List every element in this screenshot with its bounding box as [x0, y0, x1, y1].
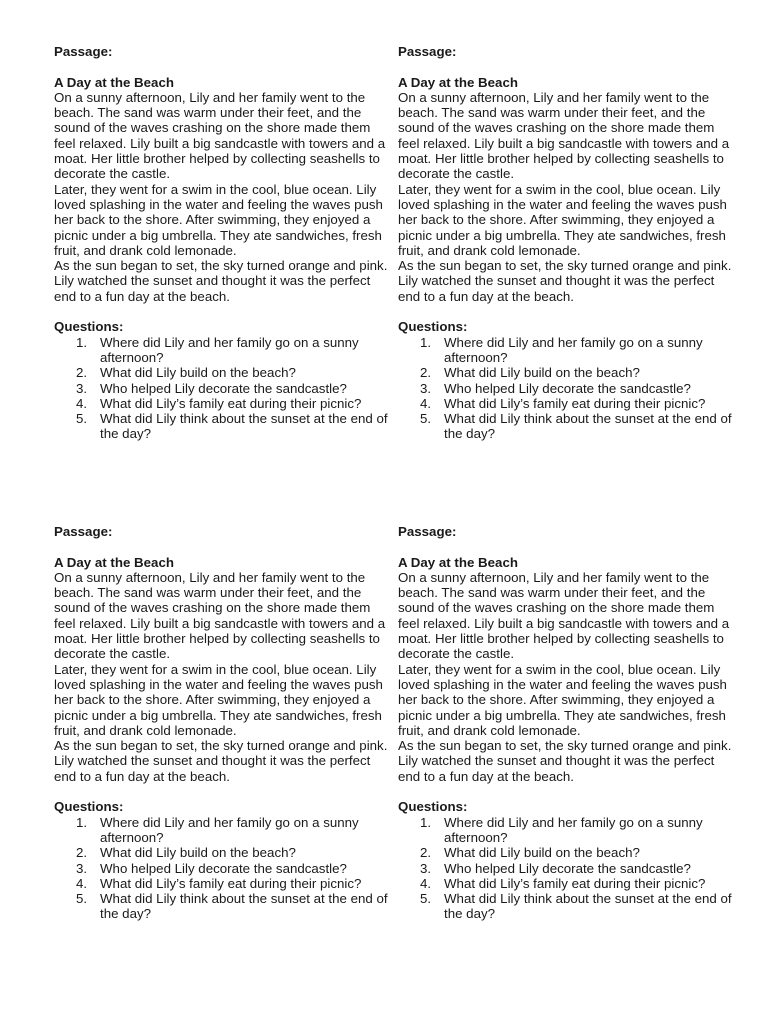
- question-number: 2.: [420, 365, 432, 381]
- passage-label: Passage:: [54, 44, 113, 59]
- question-item: [54, 815, 389, 846]
- question-text: Where did Lily and her family go on a sunny afternoon?: [100, 814, 359, 845]
- spacer: [54, 304, 389, 319]
- spacer: [54, 539, 389, 554]
- spacer: [398, 304, 733, 319]
- worksheet-card: [54, 44, 389, 442]
- question-number: 4.: [420, 875, 432, 891]
- question-number: 1.: [76, 334, 88, 350]
- question-item: [54, 335, 389, 366]
- question-item: [398, 365, 733, 380]
- question-text: What did Lily think about the sunset at the end of the day?: [100, 411, 388, 442]
- question-item: [398, 845, 733, 860]
- spacer: [398, 59, 733, 74]
- passage-title: A Day at the Beach: [54, 554, 174, 570]
- question-number: 4.: [420, 395, 432, 411]
- question-item: [398, 861, 733, 876]
- question-number: 1.: [420, 334, 432, 350]
- passage-paragraph: As the sun began to set, the sky turned orange and pink. Lily watched the sunset and thought it was the perfect end to a fun day at the beach.: [398, 258, 732, 304]
- question-text: What did Lily’s family eat during their picnic?: [100, 875, 362, 891]
- worksheet-card: [398, 44, 733, 442]
- question-number: 2.: [76, 845, 88, 861]
- question-number: 3.: [76, 380, 88, 396]
- question-text: Who helped Lily decorate the sandcastle?: [100, 860, 347, 876]
- question-text: Who helped Lily decorate the sandcastle?: [100, 380, 347, 396]
- question-item: [398, 381, 733, 396]
- question-text: What did Lily’s family eat during their picnic?: [444, 395, 706, 411]
- spacer: [398, 539, 733, 554]
- spacer: [54, 59, 389, 74]
- question-number: 3.: [420, 380, 432, 396]
- question-number: 4.: [76, 875, 88, 891]
- question-number: 5.: [420, 411, 432, 427]
- question-text: What did Lily build on the beach?: [100, 365, 296, 381]
- question-text: Where did Lily and her family go on a sunny afternoon?: [444, 814, 703, 845]
- passage-paragraph: As the sun began to set, the sky turned orange and pink. Lily watched the sunset and thought it was the perfect end to a fun day at the beach.: [54, 258, 388, 304]
- passage-paragraph: Later, they went for a swim in the cool, blue ocean. Lily loved splashing in the water and feeling the waves push her back to the shore. After swimming, they enjoyed a picnic under a big umbrella. They ate sandwiches, fresh fruit, and drank cold lemonade.: [54, 181, 383, 258]
- passage-paragraph: On a sunny afternoon, Lily and her family went to the beach. The sand was warm under their feet, and the sound of the waves crashing on the shore made them feel relaxed. Lily built a big sandcastle with towers and a moat. Her little brother helped by collecting seashells to decorate the castle.: [54, 89, 386, 182]
- question-item: [54, 411, 389, 442]
- question-item: [54, 365, 389, 380]
- question-item: [398, 396, 733, 411]
- questions-label: Questions:: [398, 799, 468, 815]
- passage-paragraph: On a sunny afternoon, Lily and her family went to the beach. The sand was warm under their feet, and the sound of the waves crashing on the shore made them feel relaxed. Lily built a big sandcastle with towers and a moat. Her little brother helped by collecting seashells to decorate the castle.: [54, 569, 386, 662]
- spacer: [54, 784, 389, 799]
- passage-label: Passage:: [54, 524, 113, 539]
- question-text: What did Lily think about the sunset at the end of the day?: [100, 891, 388, 922]
- passage-label: Passage:: [398, 524, 457, 539]
- questions-label: Questions:: [398, 319, 468, 335]
- question-item: [398, 891, 733, 922]
- spacer: [398, 784, 733, 799]
- question-list: [398, 815, 733, 922]
- question-item: [54, 396, 389, 411]
- passage-paragraph: On a sunny afternoon, Lily and her family went to the beach. The sand was warm under their feet, and the sound of the waves crashing on the shore made them feel relaxed. Lily built a big sandcastle with towers and a moat. Her little brother helped by collecting seashells to decorate the castle.: [398, 569, 730, 662]
- question-number: 3.: [76, 860, 88, 876]
- question-text: What did Lily build on the beach?: [444, 845, 640, 861]
- question-number: 1.: [420, 814, 432, 830]
- question-item: [54, 876, 389, 891]
- question-list: [398, 335, 733, 442]
- question-item: [398, 335, 733, 366]
- question-number: 5.: [76, 891, 88, 907]
- question-number: 5.: [420, 891, 432, 907]
- question-item: [54, 861, 389, 876]
- question-text: What did Lily’s family eat during their picnic?: [100, 395, 362, 411]
- passage-paragraph: As the sun began to set, the sky turned orange and pink. Lily watched the sunset and thought it was the perfect end to a fun day at the beach.: [54, 738, 388, 784]
- question-number: 4.: [76, 395, 88, 411]
- question-text: What did Lily think about the sunset at the end of the day?: [444, 411, 732, 442]
- questions-label: Questions:: [54, 319, 124, 335]
- question-number: 3.: [420, 860, 432, 876]
- question-item: [398, 815, 733, 846]
- question-number: 2.: [420, 845, 432, 861]
- passage-title: A Day at the Beach: [54, 74, 174, 90]
- passage-paragraph: As the sun began to set, the sky turned orange and pink. Lily watched the sunset and thought it was the perfect end to a fun day at the beach.: [398, 738, 732, 784]
- question-item: [54, 381, 389, 396]
- question-item: [54, 891, 389, 922]
- question-number: 1.: [76, 814, 88, 830]
- question-text: Where did Lily and her family go on a sunny afternoon?: [100, 334, 359, 365]
- worksheet-card: [398, 524, 733, 922]
- passage-label: Passage:: [398, 44, 457, 59]
- question-text: What did Lily build on the beach?: [444, 365, 640, 381]
- question-text: What did Lily build on the beach?: [100, 845, 296, 861]
- question-text: Who helped Lily decorate the sandcastle?: [444, 860, 691, 876]
- question-list: [54, 335, 389, 442]
- question-item: [398, 876, 733, 891]
- question-item: [398, 411, 733, 442]
- question-list: [54, 815, 389, 922]
- question-text: Where did Lily and her family go on a sunny afternoon?: [444, 334, 703, 365]
- passage-paragraph: Later, they went for a swim in the cool, blue ocean. Lily loved splashing in the water and feeling the waves push her back to the shore. After swimming, they enjoyed a picnic under a big umbrella. They ate sandwiches, fresh fruit, and drank cold lemonade.: [398, 181, 727, 258]
- passage-title: A Day at the Beach: [398, 554, 518, 570]
- question-text: What did Lily’s family eat during their picnic?: [444, 875, 706, 891]
- question-text: What did Lily think about the sunset at the end of the day?: [444, 891, 732, 922]
- question-text: Who helped Lily decorate the sandcastle?: [444, 380, 691, 396]
- passage-paragraph: Later, they went for a swim in the cool, blue ocean. Lily loved splashing in the water and feeling the waves push her back to the shore. After swimming, they enjoyed a picnic under a big umbrella. They ate sandwiches, fresh fruit, and drank cold lemonade.: [398, 661, 727, 738]
- passage-paragraph: On a sunny afternoon, Lily and her family went to the beach. The sand was warm under their feet, and the sound of the waves crashing on the shore made them feel relaxed. Lily built a big sandcastle with towers and a moat. Her little brother helped by collecting seashells to decorate the castle.: [398, 89, 730, 182]
- worksheet-card: [54, 524, 389, 922]
- passage-title: A Day at the Beach: [398, 74, 518, 90]
- question-number: 5.: [76, 411, 88, 427]
- questions-label: Questions:: [54, 799, 124, 815]
- question-item: [54, 845, 389, 860]
- question-number: 2.: [76, 365, 88, 381]
- passage-paragraph: Later, they went for a swim in the cool, blue ocean. Lily loved splashing in the water and feeling the waves push her back to the shore. After swimming, they enjoyed a picnic under a big umbrella. They ate sandwiches, fresh fruit, and drank cold lemonade.: [54, 661, 383, 738]
